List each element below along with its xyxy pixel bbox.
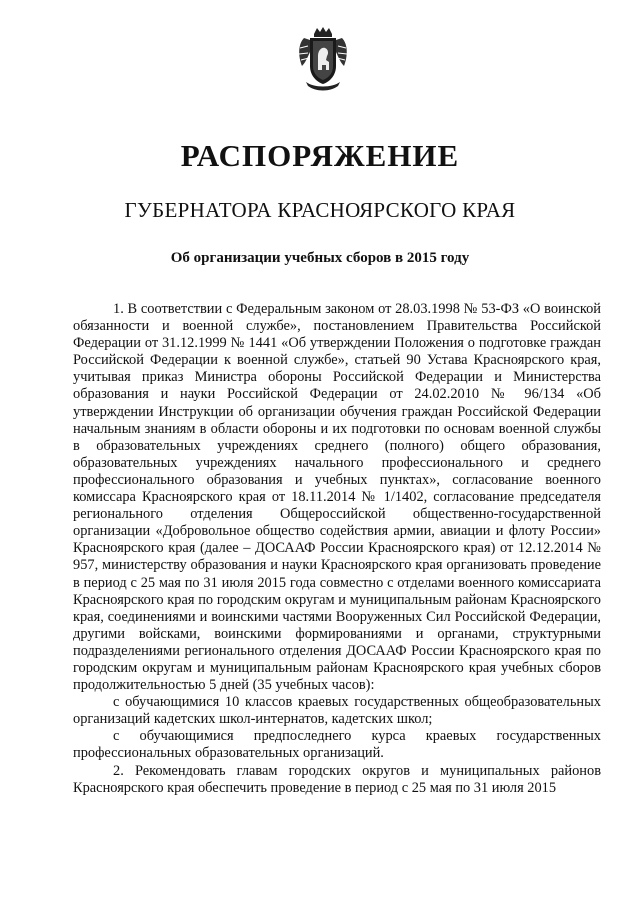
document-title: РАСПОРЯЖЕНИЕ (180, 138, 460, 173)
document-subtitle: ГУБЕРНАТОРА КРАСНОЯРСКОГО КРАЯ (124, 198, 516, 222)
paragraph: 1. В соответствии с Федеральным законом от 28.03.1998 № 53-ФЗ «О воинской обязанности и военной службе», постановлением Правительства Российской Федерации от 31.12.1999 № 1441 «Об утверждении Положения о подготовке граждан Российской Федерации к военной службе», статьей 90 Устава Красноярского края, учитывая приказ Министра обороны Российской Федерации и Министерства образования и науки Российской Федерации от 24.02.2010 № 96/134 «Об утверждении Инструкции об организации обучения граждан Российской Федерации начальным знаниям в области обороны и их подготовки по основам военной службы в образовательных учреждениях среднего (полного) общего образования, образовательных учреждениях начального профессионального и среднего профессионального образования и учебных пунктах», согласование военного комиссара Красноярского края от 18.11.2014 № 1/1402, согласование председателя регионального отделения Общероссийской общественно-государственной организации «Добровольное общество содействия армии, авиации и флоту России» Красноярского края (далее – ДОСААФ России Красноярского края) от 12.12.2014 № 957, министерству образования и науки Красноярского края организовать проведение в период с 25 мая по 31 июля 2015 года совместно с отделами военного комиссариата Красноярского края по городским округам и муниципальным районам Красноярского края, соединениями и воинскими частями Вооруженных Сил Российской Федерации, другими войсками, воинскими формированиями и органами, структурными подразделениями регионального отделения ДОСААФ России Красноярского края по городским округам и муниципальным районам Красноярского края учебных сборов продолжительностью 5 дней (35 учебных часов): (73, 301, 601, 694)
document-body (73, 301, 601, 797)
paragraph: с обучающимися предпоследнего курса краевых государственных профессиональных образовательных организаций. (73, 728, 601, 762)
paragraph: с обучающимися 10 классов краевых государственных общеобразовательных организаций кадетских школ-интернатов, кадетских школ; (73, 694, 601, 728)
paragraph: 2. Рекомендовать главам городских округов и муниципальных районов Красноярского края обеспечить проведение в период с 25 мая по 31 июля 2015 (73, 762, 601, 796)
document-heading: Об организации учебных сборов в 2015 году (170, 250, 470, 266)
coat-of-arms-icon (296, 26, 350, 92)
